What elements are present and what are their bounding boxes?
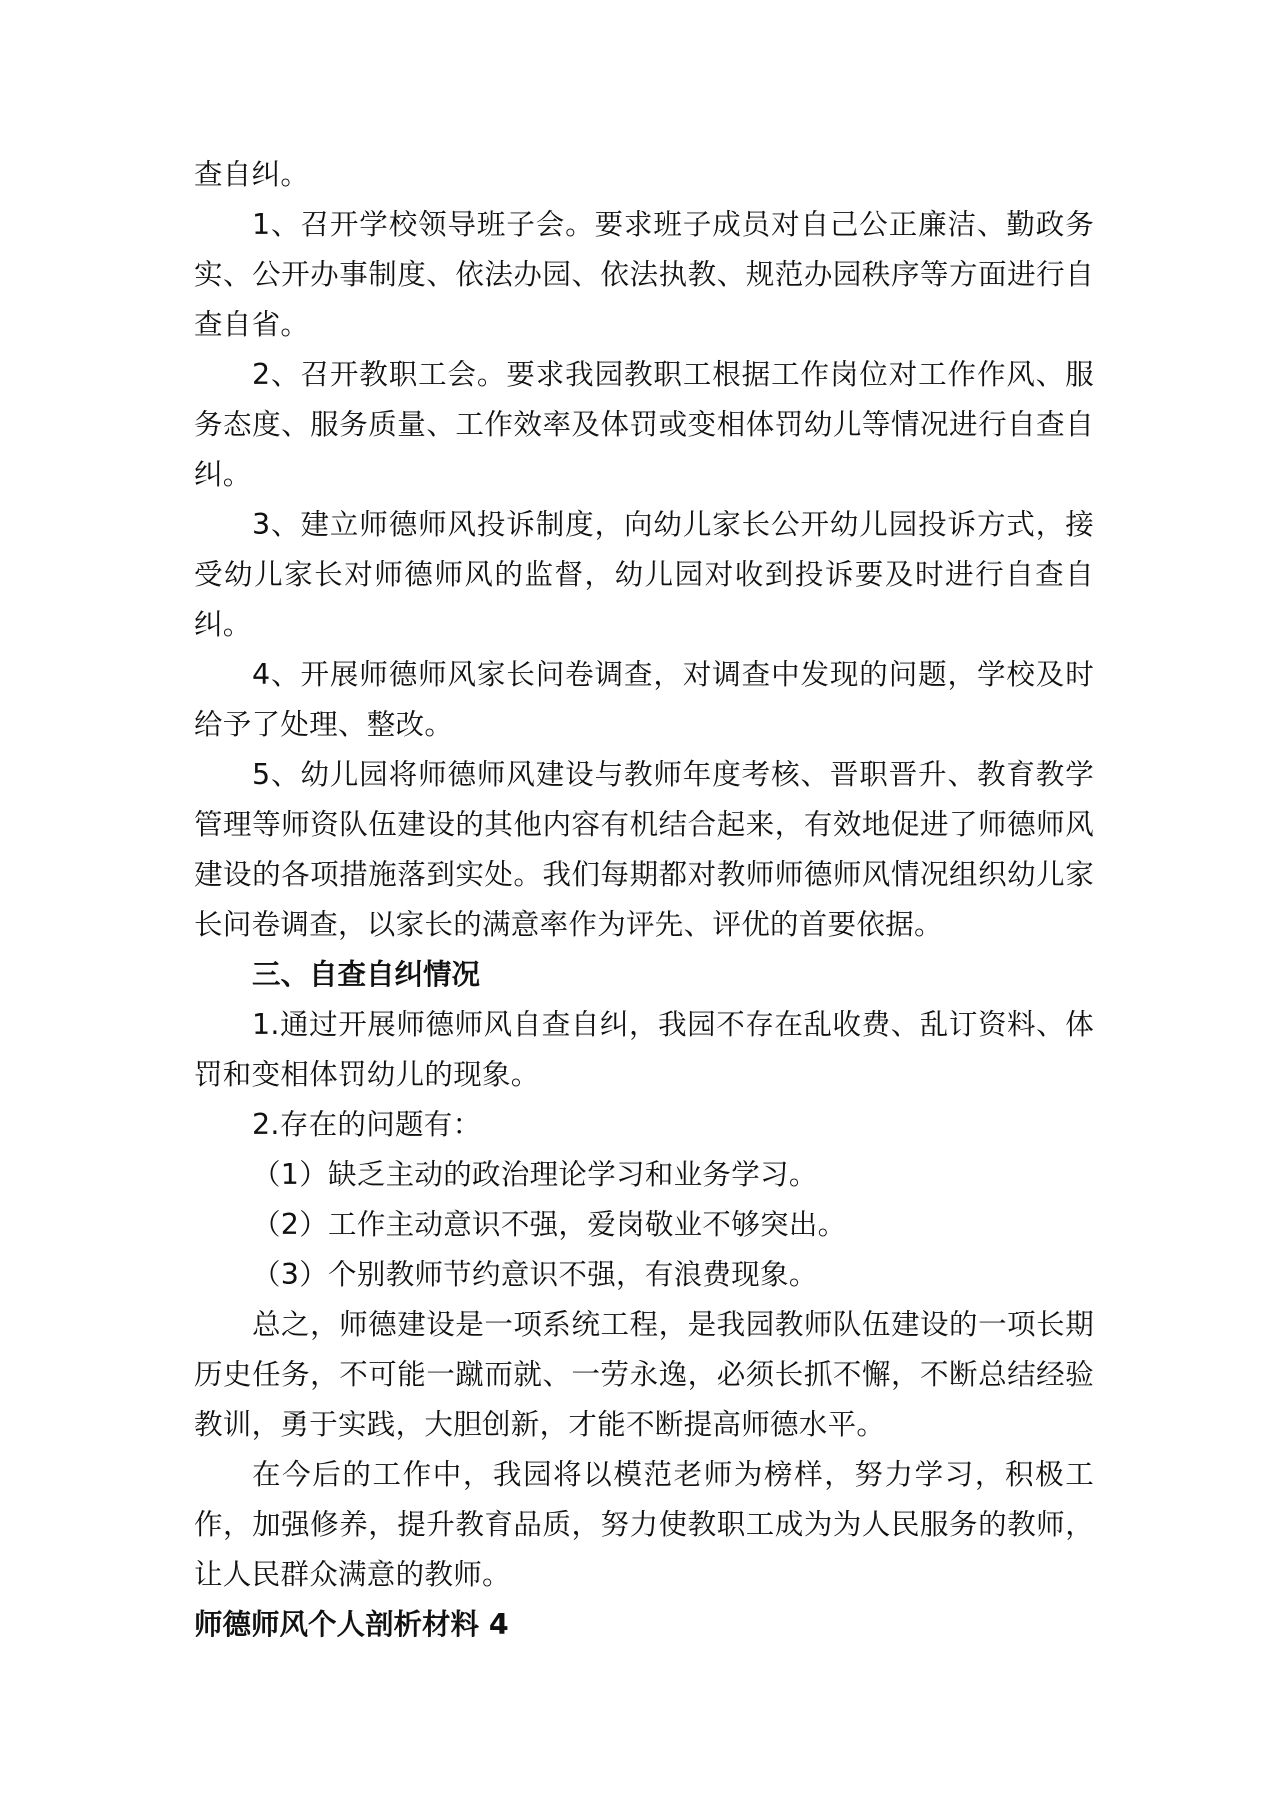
next-document-title: 师德师风个人剖析材料 4 <box>194 1608 509 1641</box>
paragraph-outlook: 在今后的工作中，我园将以模范老师为榜样，努力学习，积极工作，加强修养，提升教育品质，努力使教职工成为为人民服务的教师，让人民群众满意的教师。 <box>194 1458 1094 1591</box>
list-item-problem-3: （3）个别教师节约意识不强，有浪费现象。 <box>252 1258 818 1291</box>
paragraph-continuation: 查自纠。 <box>194 158 310 191</box>
paragraph-summary: 总之，师德建设是一项系统工程，是我园教师队伍建设的一项长期历史任务，不可能一蹴而就、一劳永逸，必须长抓不懈，不断总结经验教训，勇于实践，大胆创新，才能不断提高师德水平。 <box>194 1308 1094 1441</box>
paragraph-item-4: 4、开展师德师风家长问卷调查，对调查中发现的问题，学校及时给予了处理、整改。 <box>194 658 1094 741</box>
paragraph-finding-2: 2.存在的问题有： <box>252 1108 482 1141</box>
paragraph-item-2: 2、召开教职工会。要求我园教职工根据工作岗位对工作作风、服务态度、服务质量、工作效率及体罚或变相体罚幼儿等情况进行自查自纠。 <box>194 358 1094 491</box>
list-item-problem-1: （1）缺乏主动的政治理论学习和业务学习。 <box>252 1158 818 1191</box>
paragraph-item-3: 3、建立师德师风投诉制度，向幼儿家长公开幼儿园投诉方式，接受幼儿家长对师德师风的监督，幼儿园对收到投诉要及时进行自查自纠。 <box>194 508 1094 641</box>
list-item-problem-2: （2）工作主动意识不强，爱岗敬业不够突出。 <box>252 1208 847 1241</box>
section-heading: 三、自查自纠情况 <box>252 958 481 991</box>
paragraph-finding-1: 1.通过开展师德师风自查自纠，我园不存在乱收费、乱订资料、体罚和变相体罚幼儿的现象。 <box>194 1008 1094 1091</box>
paragraph-item-5: 5、幼儿园将师德师风建设与教师年度考核、晋职晋升、教育教学管理等师资队伍建设的其他内容有机结合起来，有效地促进了师德师风建设的各项措施落到实处。我们每期都对教师师德师风情况组织幼儿家长问卷调查，以家长的满意率作为评先、评优的首要依据。 <box>194 758 1094 941</box>
document-page <box>194 150 1094 1650</box>
paragraph-item-1: 1、召开学校领导班子会。要求班子成员对自己公正廉洁、勤政务实、公开办事制度、依法办园、依法执教、规范办园秩序等方面进行自查自省。 <box>194 208 1094 341</box>
